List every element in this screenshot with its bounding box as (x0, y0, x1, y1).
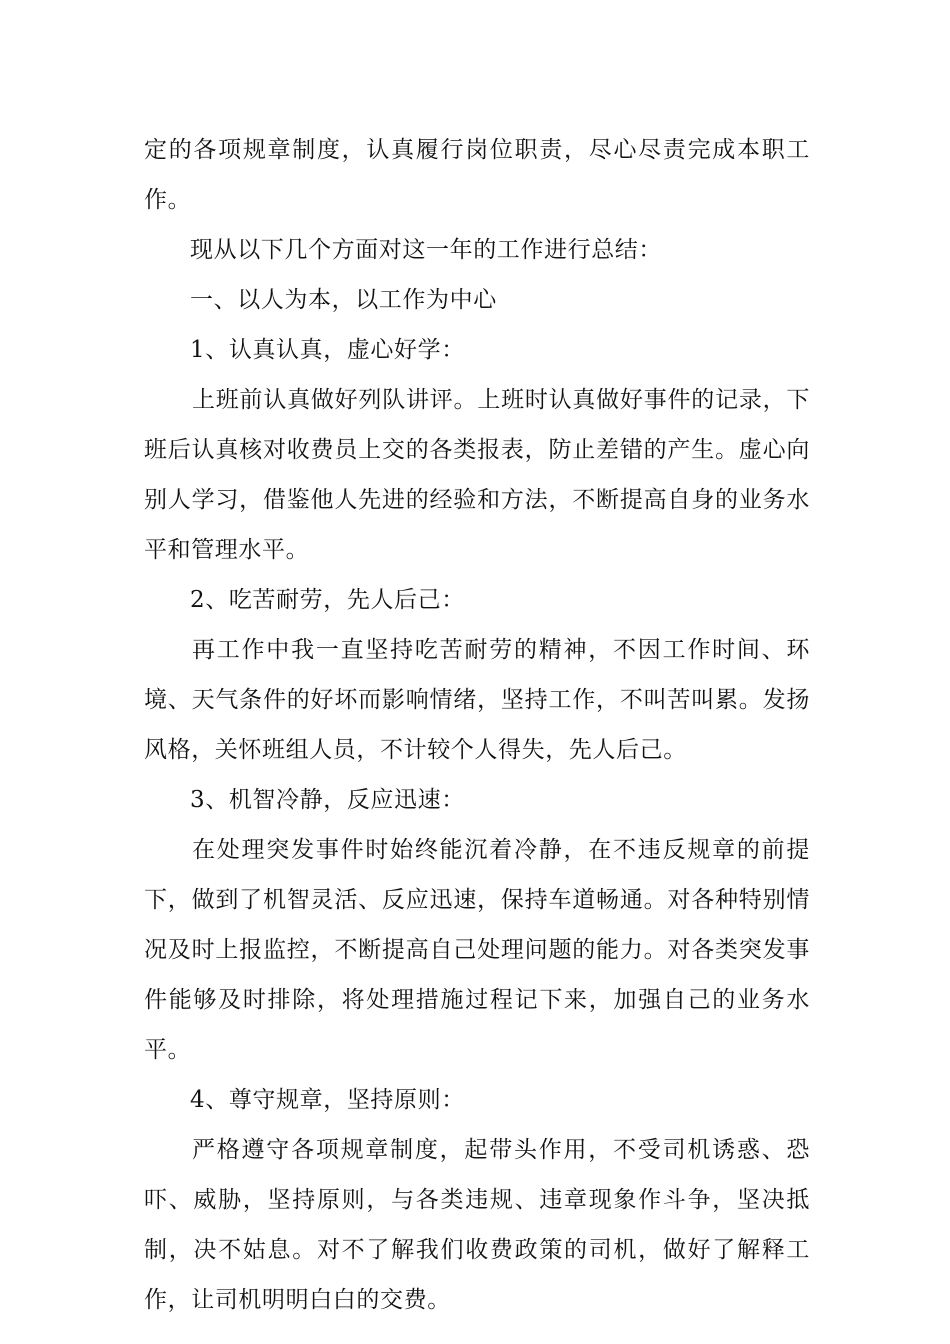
subheading-3: 3、机智冷静，反应迅速： (190, 787, 465, 813)
subheading-1: 1、认真认真，虚心好学： (190, 337, 465, 363)
paragraph-body-3: 在处理突发事件时始终能沉着冷静，在不违反规章的前提下，做到了机智灵活、反应迅速，保持车道畅通。对各种特别情况及时上报监控，不断提高自己处理问题的能力。对各类突发事件能够及时排除，将处理措施过程记下来，加强自己的业务水平。 (144, 837, 810, 1063)
paragraph-body-2: 再工作中我一直坚持吃苦耐劳的精神，不因工作时间、环境、天气条件的好坏而影响情绪，坚持工作，不叫苦叫累。发扬风格，关怀班组人员，不计较个人得失，先人后己。 (144, 637, 810, 763)
subheading-4: 4、尊守规章，坚持原则： (190, 1087, 465, 1113)
paragraph-intro: 现从以下几个方面对这一年的工作进行总结： (190, 237, 662, 263)
paragraph-body-4: 严格遵守各项规章制度，起带头作用，不受司机诱惑、恐吓、威胁，坚持原则，与各类违规、违章现象作斗争，坚决抵制，决不姑息。对不了解我们收费政策的司机，做好了解释工作，让司机明明白白的交费。 (144, 1137, 810, 1313)
paragraph-continuation: 定的各项规章制度，认真履行岗位职责，尽心尽责完成本职工作。 (144, 137, 810, 213)
paragraph-body-1: 上班前认真做好列队讲评。上班时认真做好事件的记录，下班后认真核对收费员上交的各类报表，防止差错的产生。虚心向别人学习，借鉴他人先进的经验和方法，不断提高自身的业务水平和管理水平。 (144, 387, 810, 563)
subheading-2: 2、吃苦耐劳，先人后己： (190, 587, 465, 613)
document-body (144, 125, 810, 1325)
section-heading-1: 一、以人为本，以工作为中心 (190, 287, 497, 313)
